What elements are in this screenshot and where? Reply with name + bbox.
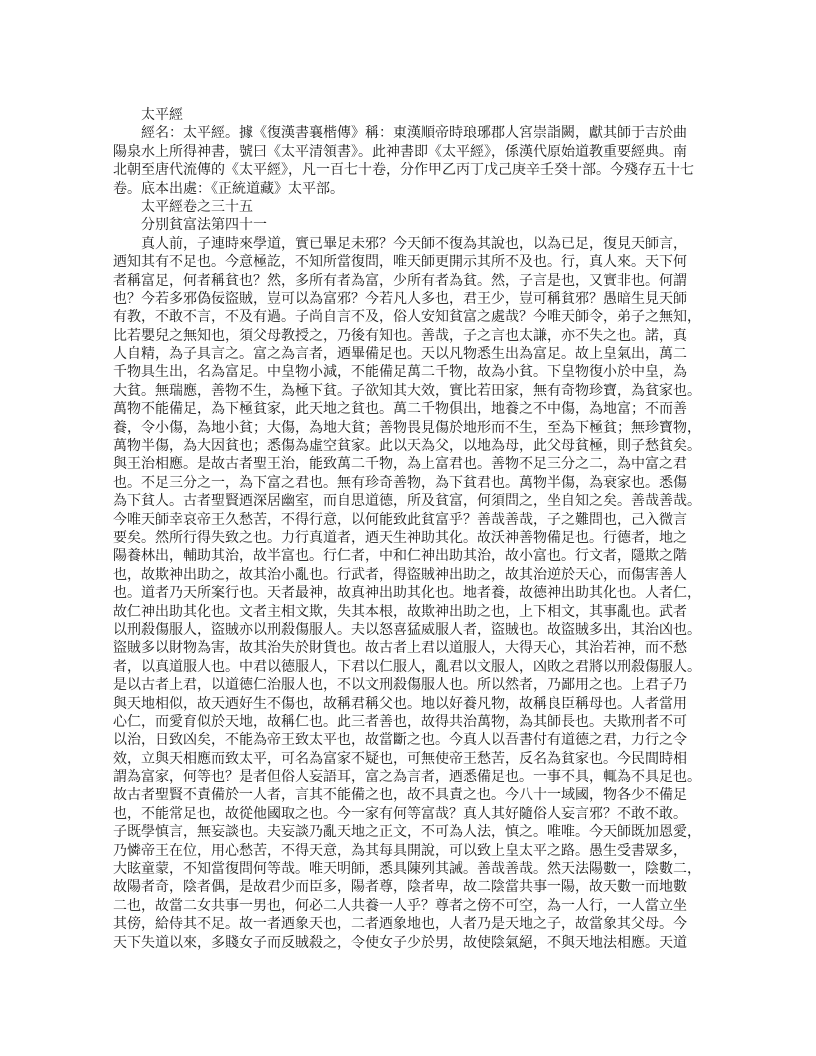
text-line-body: 以治，日致凶矣，不能為帝王致太平也，故當斷之也。今真人以吾書付有道德之君，力行之令	[113, 733, 687, 749]
text-line-body: 萬物不能備足，為下極貧家，此天地之貧也。萬二千物俱出，地養之不中傷，為地富；不而善	[113, 402, 687, 418]
text-line-body: 要矣。然所行得失致之也。力行真道者，迺天生神助其化。故沃神善物備足也。行德者，地之	[113, 530, 687, 546]
text-line-title: 太平經	[141, 108, 183, 123]
text-line-body: 二也，故當二女共事一男也，何必二人共養一人乎？尊者之傍不可空，為一人行，一人當立坐	[113, 898, 687, 914]
text-line-body: 也，故欺神出助之，故其治小亂也。行武者，得盜賊神出助之，故其治逆於天心，而傷害善人	[113, 567, 687, 583]
text-line-body: 也？今若多邪偽佞盜賊，豈可以為富邪？今若凡人多也，君王少，豈可稱貧邪？愚暗生見天師	[113, 291, 687, 307]
text-line-body: 大貧。無瑞應，善物不生，為極下貧。子欲知其大效，實比若田家，無有奇物珍寶，為貧家也。	[113, 383, 701, 399]
text-line-body: 迺知其有不足也。今意極訖，不知所當復問，唯天師更開示其所不及也。行，真人來。天下何	[113, 255, 687, 271]
text-line-body: 大眩童蒙，不知當復問何等哉。唯天明師，悉具陳列其誡。善哉善哉。然天法陽數一，陰數二，	[113, 862, 701, 878]
text-line-body: 故陽者奇，陰者偶，是故君少而臣多，陽者尊，陰者卑，故二陰當共事一陽，故天數一而地數	[113, 880, 687, 896]
text-line-body: 也，不能常足也，故從他國取之也。今一家有何等富哉？真人其好隨俗人妄言邪？不敢不敢。	[113, 806, 687, 822]
text-line-body: 也。道者乃天所案行也。天者最神，故真神出助其化也。地者養，故德神出助其化也。人者仁，	[113, 586, 701, 602]
text-line-body: 效，立與天相應而致太平，可名為富家不疑也，可無使帝王愁苦，反名為貧家也。今民間時相	[113, 751, 687, 767]
text-line-body: 比若嬰兒之無知也，須父母教授之，乃後有知也。善哉，子之言也太謙，亦不失之也。諾，真	[113, 328, 687, 344]
text-line-body: 陽養林出，輔助其治，故半富也。行仁者，中和仁神出助其治，故小富也。行文者，隱欺之階	[113, 549, 687, 565]
text-line-body: 天下失道以來，多賤女子而反賊殺之，令使女子少於男，故使陰氣絕，不與天地法相應。天道	[113, 935, 687, 951]
text-line-body: 人自精，為子具言之。富之為言者，迺畢備足也。天以凡物悉生出為富足。故上皇氣出，萬二	[113, 347, 687, 363]
text-line-colophon: 卷。底本出處：《正統道藏》太平部。	[113, 181, 344, 197]
text-line-body: 今唯天師幸哀帝王久愁苦，不得行意，以何能致此貧富乎？善哉善哉，子之難問也，己入微言	[113, 512, 687, 528]
text-line-body: 謂為富家，何等也？是者但俗人妄語耳，富之為言者，迺悉備足也。一事不具，輒為不具足也。	[113, 770, 701, 786]
text-line-body: 子既學慎言，無妄談也。夫妄談乃亂天地之正文，不可為人法，慎之。唯唯。今天師既加恩愛，	[113, 825, 701, 841]
text-line-body: 乃憐帝王在位，用心愁苦，不得天意，為其每具開說，可以致上皇太平之路。愚生受書眾多，	[113, 843, 687, 859]
text-line-colophon: 陽泉水上所得神書，號曰《太平清領書》。此神書即《太平經》，係漢代原始道教重要經典。南	[113, 144, 687, 160]
text-line-body: 是以古者上君，以道德仁治服人也，不以文刑殺傷服人也。所以然者，乃鄙用之也。上君子乃	[113, 678, 687, 694]
text-line-body: 與天地相似，故天迺好生不傷也，故稱君稱父也。地以好養凡物，故稱良臣稱母也。人者當用	[113, 696, 687, 712]
text-line-colophon: 北朝至唐代流傳的《太平經》，凡一百七十卷，分作甲乙丙丁戊己庚辛壬癸十部。今殘存五十七	[113, 163, 694, 179]
text-line-body: 心仁，而愛育似於天地，故稱仁也。此三者善也，故得共治萬物，為其師長也。夫欺刑者不可	[113, 714, 687, 730]
text-line-body: 為下貧人。古者聖賢迺深居幽室，而自思道德，所及貧富，何須問之，坐自知之矣。善哉善哉。	[113, 494, 701, 510]
text-line-body: 真人前，子連時來學道，實已畢足未邪？今天師不復為其說也，以為已足，復見天師言，	[141, 236, 687, 252]
text-line-body: 以刑殺傷服人，盜賊亦以刑殺傷服人。夫以怒喜猛威服人者，盜賊也。故盜賊多出，其治凶也。	[113, 622, 701, 638]
text-line-body: 盜賊多以財物為害，故其治失於財貨也。故古者上君以道服人，大得天心，其治若神，而不愁	[113, 641, 687, 657]
text-line-chapter: 太平經卷之三十五	[141, 199, 253, 215]
text-line-body: 者稱富足，何者稱貧也？然，多所有者為富，少所有者為貧。然，子言是也，又實非也。何謂	[113, 273, 687, 289]
text-line-body: 千物具生出，名為富足。中皇物小減，不能備足萬二千物，故為小貧。下皇物復小於中皇，為	[113, 365, 687, 381]
text-line-body: 故古者聖賢不責備於一人者，言其不能備之也，故不具責之也。今八十一域國，物各少不備足	[113, 788, 687, 804]
text-line-body: 也。不足三分之一，為下富之君也。無有珍奇善物，為下貧君也。萬物半傷，為衰家也。悉傷	[113, 475, 687, 491]
text-line-body: 萬物半傷，為大因貧也；悉傷為虛空貧家。此以天為父，以地為母，此父母貧極，則子愁貧矣。	[113, 439, 701, 455]
text-line-body: 其傍，給侍其不足。故一者迺象天也，二者迺象地也，人者乃是天地之子，故當象其父母。今	[113, 917, 687, 933]
text-line-body: 故仁神出助其化也。文者主相文欺，失其本根，故欺神出助之也，上下相文，其事亂也。武者	[113, 604, 687, 620]
document-body	[113, 107, 707, 953]
text-line-body: 與王治相應。是故古者聖王治，能致萬二千物，為上富君也。善物不足三分之二，為中富之君	[113, 457, 687, 473]
text-line-body: 者，以真道服人也。中君以德服人，下君以仁服人，亂君以文服人，凶敗之君將以刑殺傷服人。	[113, 659, 701, 675]
text-line-section: 分別貧富法第四十一	[141, 218, 267, 234]
text-line-colophon: 經名：太平經。據《復漢書襄楷傳》稱：東漢順帝時琅琊郡人宮崇詣闕，獻其師于吉於曲	[141, 126, 687, 142]
text-line-body: 養，令小傷，為地小貧；大傷，為地大貧；善物畏見傷於地形而不生，至為下極貧；無珍寶物，	[113, 420, 701, 436]
text-line-body: 有教，不敢不言，不及有過。子尚自言不及，俗人安知貧富之處哉？今唯天師令，弟子之無知，	[113, 310, 701, 326]
